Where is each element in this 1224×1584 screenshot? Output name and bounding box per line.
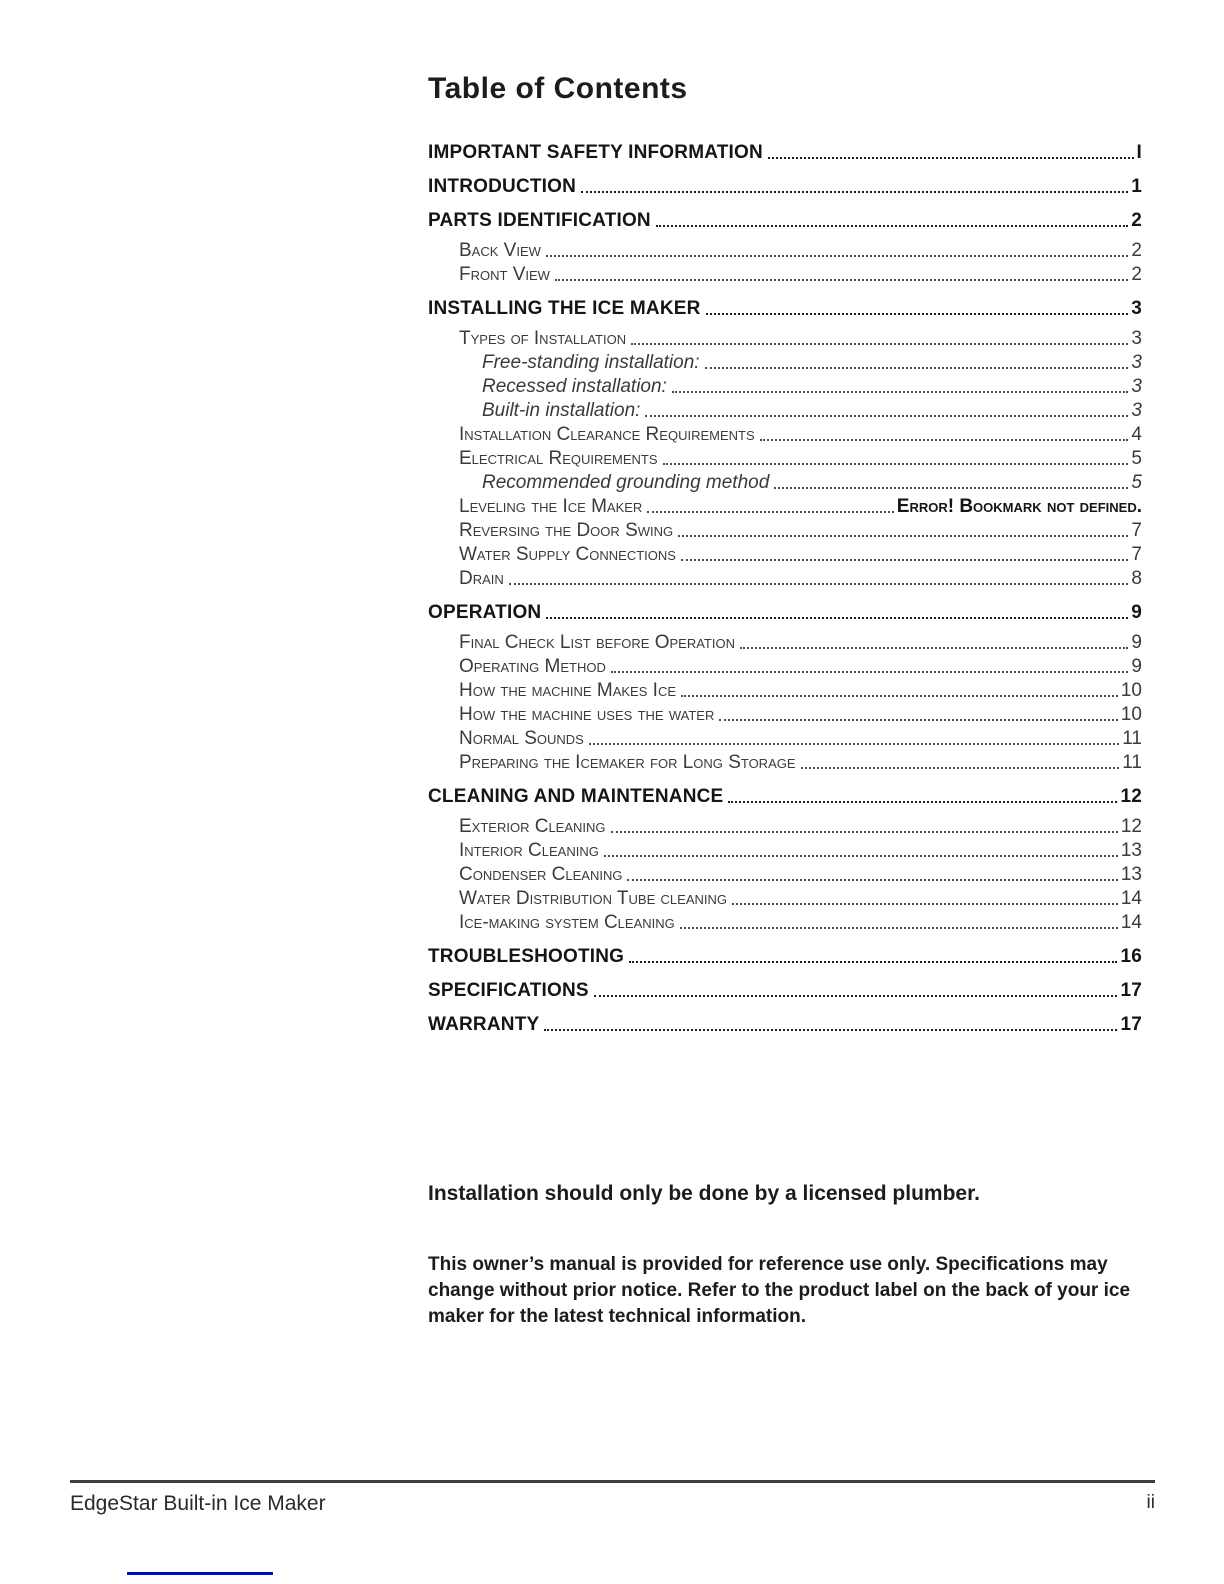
toc-entry — [428, 518, 1142, 542]
toc-leader-dots — [672, 391, 1129, 393]
toc-entry-label: Drain — [459, 568, 504, 589]
toc-entry-label: PARTS IDENTIFICATION — [428, 210, 651, 231]
toc-entry-label: Recessed installation: — [482, 376, 667, 397]
toc-entry — [428, 174, 1142, 198]
toc-entry-page: 2 — [1131, 210, 1142, 231]
toc-entry — [428, 630, 1142, 654]
toc-leader-dots — [509, 583, 1129, 585]
toc-entry — [428, 398, 1142, 422]
toc-leader-dots — [768, 157, 1134, 159]
toc-entry-label: Recommended grounding method — [482, 472, 770, 493]
toc-entry-label: How the machine Makes Ice — [459, 680, 677, 701]
toc-entry-label: Types of Installation — [459, 328, 627, 349]
toc-entry-page: 12 — [1120, 786, 1142, 807]
toc-entry — [428, 654, 1142, 678]
toc-entry-label: SPECIFICATIONS — [428, 980, 589, 1001]
toc-leader-dots — [611, 671, 1129, 673]
toc-entry — [428, 208, 1142, 232]
toc-leader-dots — [611, 831, 1118, 833]
toc-entry-page: 3 — [1131, 328, 1142, 349]
toc-entry — [428, 702, 1142, 726]
toc-entry-page: I — [1136, 142, 1142, 163]
toc-leader-dots — [627, 879, 1117, 881]
toc-entry-label: Water Distribution Tube cleaning — [459, 888, 727, 909]
page-title: Table of Contents — [428, 72, 688, 105]
toc-leader-dots — [629, 961, 1117, 963]
toc-entry — [428, 326, 1142, 350]
toc-entry — [428, 814, 1142, 838]
toc-entry-page: 3 — [1131, 376, 1142, 397]
toc-entry — [428, 494, 1142, 518]
toc-entry-page: 12 — [1120, 816, 1142, 837]
toc-entry-page: 3 — [1131, 400, 1142, 421]
toc-entry-label: WARRANTY — [428, 1014, 540, 1035]
toc-entry-label: Final Check List before Operation — [459, 632, 735, 653]
reference-disclaimer: This owner’s manual is provided for reference use only. Specifications may change without prior notice. Refer to the product label on the back of your ice maker for the latest technical information. — [428, 1254, 1131, 1327]
toc-entry-label: Installation Clearance Requirements — [459, 424, 755, 445]
toc-entry — [428, 1012, 1142, 1036]
toc-entry — [428, 886, 1142, 910]
toc-entry-label: Normal Sounds — [459, 728, 584, 749]
toc-entry — [428, 566, 1142, 590]
toc-leader-dots — [546, 255, 1129, 257]
toc-leader-dots — [760, 439, 1129, 441]
footer-page-number: ii — [1146, 1492, 1155, 1513]
toc-entry-page: 13 — [1120, 864, 1142, 885]
toc-entry-page: 14 — [1120, 888, 1142, 909]
toc-leader-dots — [732, 903, 1118, 905]
toc-entry — [428, 262, 1142, 286]
toc-leader-dots — [740, 647, 1128, 649]
toc-entry-page: 5 — [1131, 472, 1142, 493]
toc-entry-label: Preparing the Icemaker for Long Storage — [459, 752, 796, 773]
toc-entry — [428, 140, 1142, 164]
toc-entry — [428, 542, 1142, 566]
toc-leader-dots — [681, 559, 1128, 561]
toc-entry — [428, 838, 1142, 862]
toc-entry-page: 7 — [1131, 520, 1142, 541]
toc-entry-label: OPERATION — [428, 602, 542, 623]
toc-entry — [428, 910, 1142, 934]
toc-leader-dots — [681, 695, 1118, 697]
toc-leader-dots — [555, 279, 1128, 281]
toc-entry-page: 7 — [1131, 544, 1142, 565]
toc-entry-label: CLEANING AND MAINTENANCE — [428, 786, 724, 807]
toc-entry-page: 2 — [1131, 264, 1142, 285]
toc-leader-dots — [706, 313, 1129, 315]
toc-entry-label: Front View — [459, 264, 550, 285]
toc-leader-dots — [728, 801, 1117, 803]
toc-entry — [428, 726, 1142, 750]
toc-leader-dots — [631, 343, 1128, 345]
toc-entry-label: How the machine uses the water — [459, 704, 715, 725]
toc-leader-dots — [604, 855, 1118, 857]
toc-leader-dots — [647, 511, 893, 513]
toc-entry-page: 2 — [1131, 240, 1142, 261]
toc-leader-dots — [594, 995, 1118, 997]
toc-leader-dots — [719, 719, 1118, 721]
toc-entry — [428, 238, 1142, 262]
toc-entry-label: Ice-making system Cleaning — [459, 912, 675, 933]
toc-leader-dots — [705, 367, 1129, 369]
toc-entry-page: 16 — [1120, 946, 1142, 967]
toc-entry-page: 17 — [1120, 980, 1142, 1001]
toc-entry-label: INTRODUCTION — [428, 176, 577, 197]
toc-entry-page: 5 — [1131, 448, 1142, 469]
toc-entry-label: Free-standing installation: — [482, 352, 700, 373]
toc-leader-dots — [680, 927, 1118, 929]
toc-entry — [428, 678, 1142, 702]
page-footer — [70, 1492, 1155, 1516]
toc-entry — [428, 446, 1142, 470]
toc-entry — [428, 422, 1142, 446]
toc-entry-page: 11 — [1122, 728, 1142, 749]
toc-entry-label: Electrical Requirements — [459, 448, 658, 469]
toc-entry-label: INSTALLING THE ICE MAKER — [428, 298, 701, 319]
toc-entry-page: 17 — [1120, 1014, 1142, 1035]
toc-leader-dots — [546, 617, 1128, 619]
toc-entry-page: 3 — [1131, 298, 1142, 319]
toc-entry — [428, 750, 1142, 774]
toc-entry-page: 8 — [1131, 568, 1142, 589]
toc-leader-dots — [801, 767, 1120, 769]
toc-entry — [428, 784, 1142, 808]
toc-leader-dots — [581, 191, 1128, 193]
toc-leader-dots — [678, 535, 1128, 537]
toc-entry-label: Back View — [459, 240, 541, 261]
toc-leader-dots — [589, 743, 1119, 745]
toc-entry-page: 10 — [1120, 680, 1142, 701]
toc-entry — [428, 862, 1142, 886]
toc-entry-page: 13 — [1120, 840, 1142, 861]
hyperlink-underline-mark — [127, 1572, 273, 1575]
toc-entry-label: Leveling the Ice Maker — [459, 496, 643, 517]
toc-entry-page: 10 — [1120, 704, 1142, 725]
toc-entry-label: Condenser Cleaning — [459, 864, 623, 885]
toc-entry-label: Water Supply Connections — [459, 544, 676, 565]
toc-entry-label: TROUBLESHOOTING — [428, 946, 625, 967]
plumber-notice: Installation should only be done by a licensed plumber. — [428, 1182, 980, 1205]
toc-leader-dots — [544, 1029, 1117, 1031]
toc-leader-dots — [663, 463, 1129, 465]
toc-entry — [428, 470, 1142, 494]
toc-entry-label: Built-in installation: — [482, 400, 641, 421]
toc-leader-dots — [645, 415, 1128, 417]
toc-entry — [428, 978, 1142, 1002]
toc-entry-page: 9 — [1131, 656, 1142, 677]
toc-entry-page: 11 — [1122, 752, 1142, 773]
toc-entry — [428, 944, 1142, 968]
toc-list — [428, 140, 1142, 1036]
toc-entry-page: 14 — [1120, 912, 1142, 933]
toc-content — [428, 72, 1142, 1349]
toc-entry-label: Operating Method — [459, 656, 606, 677]
toc-entry — [428, 374, 1142, 398]
toc-entry-page: Error! Bookmark not defined. — [896, 496, 1142, 517]
toc-leader-dots — [656, 225, 1128, 227]
toc-entry-label: Reversing the Door Swing — [459, 520, 674, 541]
toc-leader-dots — [774, 487, 1128, 489]
footer-rule — [70, 1480, 1155, 1483]
toc-entry — [428, 296, 1142, 320]
toc-entry-page: 3 — [1131, 352, 1142, 373]
toc-entry — [428, 600, 1142, 624]
toc-entry-label: Exterior Cleaning — [459, 816, 606, 837]
toc-entry-page: 1 — [1131, 176, 1142, 197]
toc-entry-page: 9 — [1131, 602, 1142, 623]
toc-entry-label: IMPORTANT SAFETY INFORMATION — [428, 142, 763, 163]
toc-entry-label: Interior Cleaning — [459, 840, 599, 861]
toc-entry — [428, 350, 1142, 374]
toc-entry-page: 9 — [1131, 632, 1142, 653]
toc-entry-page: 4 — [1131, 424, 1142, 445]
footer-product-name: EdgeStar Built-in Ice Maker — [70, 1492, 326, 1515]
